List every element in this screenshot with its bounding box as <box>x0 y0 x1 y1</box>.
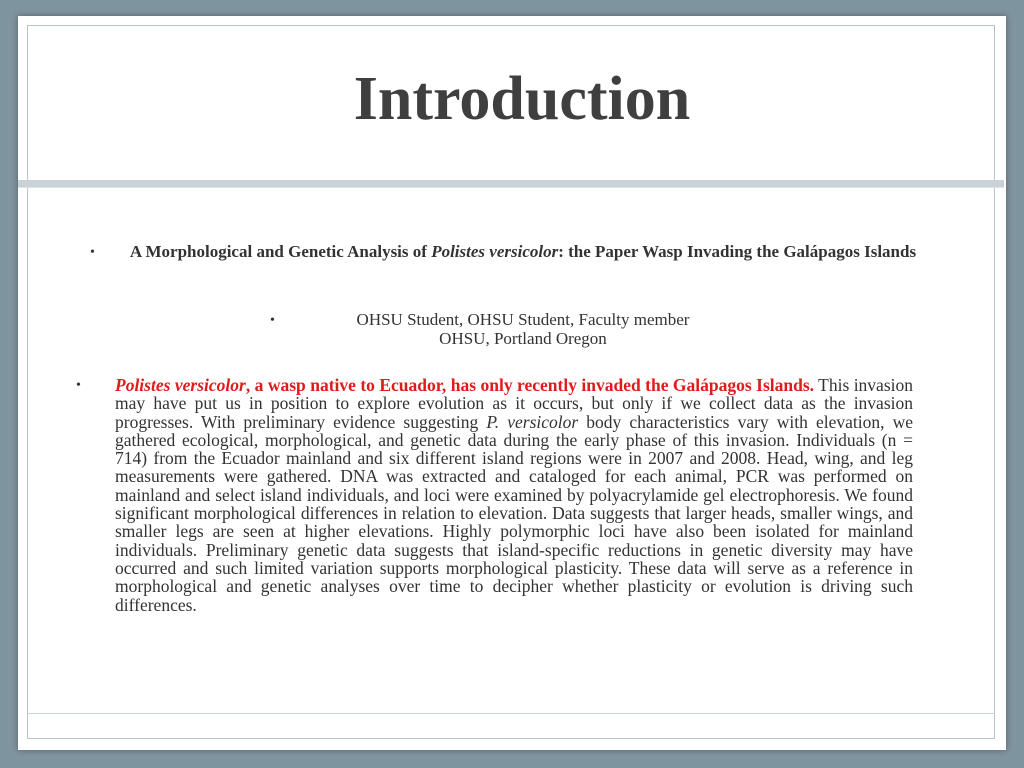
footer-divider <box>27 713 995 714</box>
bullet-2: • <box>270 313 275 328</box>
paper-title-prefix: A Morphological and Genetic Analysis of <box>129 242 432 261</box>
abstract-highlight-species: Polistes versicolor <box>115 375 246 395</box>
abstract-body-b: body characteristics vary with elevation, we gathered ecological, morphological, and genetic data during the early phase of this invasion. Individuals (n = 714) from the Ecuador mainland and six different island regions were in 2007 and 2008. Head, wing, and leg measurements were gathered. DNA was extracted and cataloged for each animal, PCR was performed on mainland and select island individuals, and loci were examined by polyacrylamide gel electrophoresis. We found significant morphological differences in relation to elevation. Data suggests that larger heads, smaller wings, and smaller legs are seen at higher elevations. Highly polymorphic loci have also been isolated for mainland individuals. Preliminary genetic data suggests that island-specific reductions in genetic diversity may have occurred and such limited variation supports morphological plasticity. These data will serve as a reference in morphological and genetic analyses over time to decipher whether plasticity or evolution is driving such differences. <box>115 411 913 615</box>
affiliation-line: OHSU, Portland Oregon <box>439 329 607 348</box>
authors-line: OHSU Student, OHSU Student, Faculty member <box>356 310 690 329</box>
authors-block <box>123 310 923 348</box>
title-divider <box>18 180 1004 187</box>
abstract-body-species: P. versicolor <box>486 411 579 432</box>
abstract-paragraph <box>115 376 913 614</box>
abstract-body-a: This invasion may have put us in position to explore evolution as it occurs, but only if we collect data as the invasion progresses. With preliminary evidence suggesting <box>115 375 913 432</box>
paper-title-suffix: : the Paper Wasp Invading the Galápagos Islands <box>558 242 917 261</box>
title-divider-shadow <box>18 187 1004 188</box>
paper-title-species: Polistes versicolor <box>431 242 559 261</box>
bullet-1: • <box>90 245 95 260</box>
abstract-highlight-text: , a wasp native to Ecuador, has only recently invaded the Galápagos Islands. <box>245 375 815 395</box>
slide-title: Introduction <box>353 65 691 133</box>
slide <box>18 16 1006 750</box>
bullet-3: • <box>76 378 81 393</box>
paper-title <box>123 242 923 261</box>
